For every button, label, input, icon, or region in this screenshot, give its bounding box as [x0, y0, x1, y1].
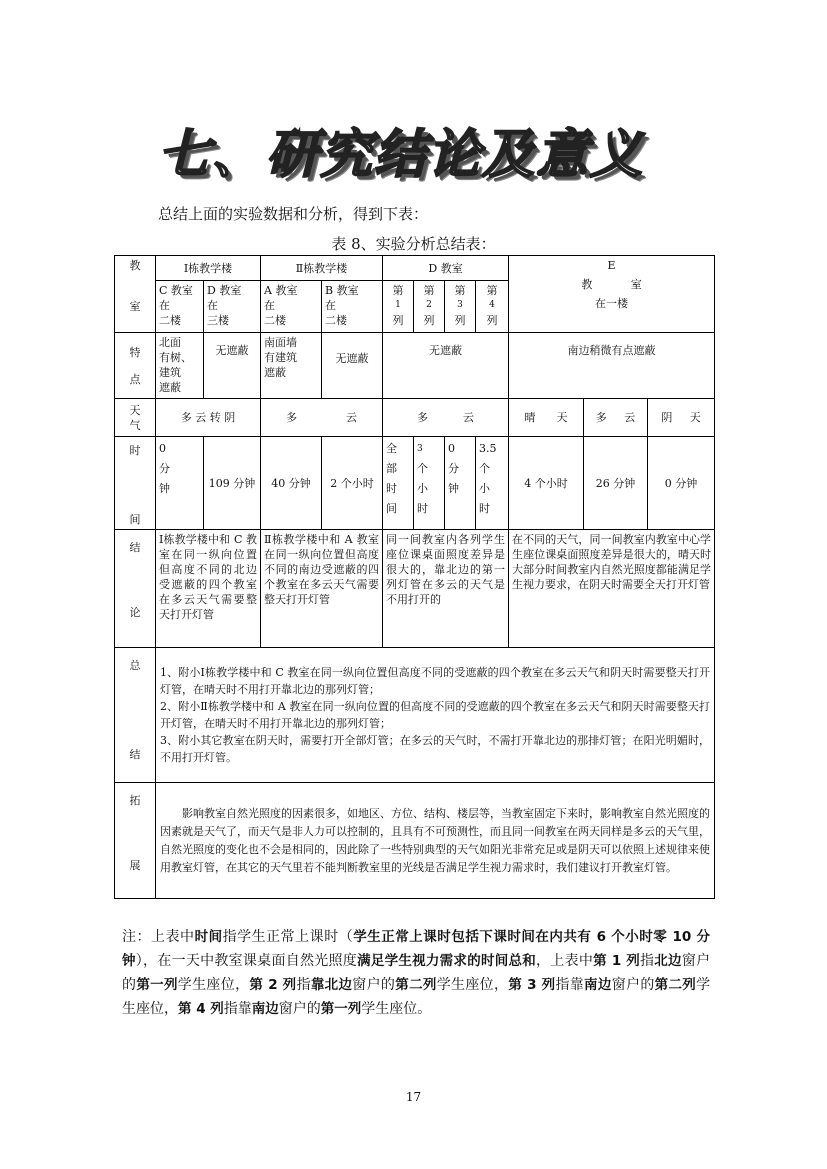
group-classroom-d: D 教室 — [383, 256, 509, 281]
group-building-1: Ⅰ栋教学楼 — [156, 256, 261, 281]
intro-text: 总结上面的实验数据和分析，得到下表： — [158, 205, 429, 223]
row-header-extension: 拓 展 — [115, 783, 156, 899]
time-column-4: 3.5 个 小 时 — [476, 437, 509, 530]
summary-text: 1、附小Ⅰ栋教学楼中和 C 教室在同一纵向位置但高度不同的受遮蔽的四个教室在多云天气和阴天时需要整天打开灯管，在晴天时不用打开靠北边的那列灯管； 2、附小Ⅱ栋教学楼中和 A 教室在同一纵向位置的但高度不同的受遮蔽的四个教室在多云天气和阴天时需要整天打开灯管，在晴天时不用打开靠北边的那列灯管； 3、附小其它教室在阴天时，需要打开全部灯管；在多云的天气时，不需打开靠北边的那排灯管；在阳光明媚时，不用打开灯管。 — [156, 648, 715, 783]
weather-sunny: 晴 天 — [509, 399, 584, 437]
time-column-1: 全 部 时 间 — [383, 437, 414, 530]
feature-d-room: 无遮蔽 — [383, 333, 509, 399]
feature-b: 无遮蔽 — [322, 333, 383, 399]
row-header-conclusion: 结 论 — [115, 530, 156, 648]
time-overcast: 0 分钟 — [648, 437, 715, 530]
row-header-feature: 特 点 — [115, 333, 156, 399]
extension-text: 影响教室自然光照度的因素很多，如地区、方位、结构、楼层等，当教室固定下来时，影响教室自然光照度的因素就是天气了，而天气是非人力可以控制的，且具有不可预测性，而且同一间教室在两天同样是多云的天气里，自然光照度的变化也不会是相同的，因此除了一些特别典型的天气如阳光非常充足或是阴天可以依照上述规律来使用教室灯管，在其它的天气里若不能判断教室里的光线是否满足学生视力需求时，我们建议打开教室灯管。 — [156, 783, 715, 899]
page-number: 17 — [405, 1090, 422, 1104]
table-row — [115, 648, 715, 783]
room-b: B 教室 在 二楼 — [322, 281, 383, 333]
section-heading: 七、研究结论及意义 — [158, 125, 645, 185]
time-sunny: 4 个小时 — [509, 437, 584, 530]
time-column-3: 0 分 钟 — [445, 437, 476, 530]
group-classroom-e: E 教 室 在一楼 — [509, 256, 715, 333]
room-a: A 教室 在 二楼 — [261, 281, 322, 333]
conclusion-building-1: Ⅰ栋教学楼中和 C 教室在同一纵向位置但高度不同的北边受遮蔽的四个教室在多云天气需要整天打开灯管 — [156, 530, 261, 648]
table-row — [115, 530, 715, 648]
weather-classroom-d: 多 云 — [383, 399, 509, 437]
conclusion-classroom-e: 在不同的天气，同一间教室内教室中心学生座位课桌面照度差异是很大的，晴天时大部分时间教室内自然光照度都能满足学生视力要求，在阴天时需要全天打开灯管 — [509, 530, 715, 648]
column-3: 第 3 列 — [445, 281, 476, 333]
feature-d: 无遮蔽 — [204, 333, 261, 399]
table-row — [115, 399, 715, 437]
feature-e-room: 南边稍微有点遮蔽 — [509, 333, 715, 399]
feature-c: 北面 有树、 建筑 遮蔽 — [156, 333, 204, 399]
room-c: C 教室 在 二楼 — [156, 281, 204, 333]
conclusion-building-2: Ⅱ栋教学楼中和 A 教室在同一纵向位置但高度不同的南边受遮蔽的四个教室在多云天气需要整天打开灯管 — [261, 530, 383, 648]
table-row — [115, 256, 715, 281]
table-caption: 表 8、实验分析总结表： — [331, 235, 496, 253]
weather-building-2: 多 云 — [261, 399, 383, 437]
conclusion-classroom-d: 同一间教室内各列学生座位课桌面照度差异是很大的，靠北边的第一列灯管在多云的天气是不用打开的 — [383, 530, 509, 648]
weather-overcast: 阴 天 — [648, 399, 715, 437]
weather-building-1: 多 云 转 阴 — [156, 399, 261, 437]
time-column-2: 3 个 小 时 — [414, 437, 445, 530]
column-1: 第 1 列 — [383, 281, 414, 333]
row-header-summary: 总 结 — [115, 648, 156, 783]
table-row — [115, 333, 715, 399]
summary-table — [114, 255, 715, 899]
table-row — [115, 783, 715, 899]
table-row — [115, 437, 715, 530]
table-note: 注：上表中时间指学生正常上课时（学生正常上课时包括下课时间在内共有 6 个小时零 10 分钟），在一天中教室课桌面自然光照度满足学生视力需求的时间总和，上表中第 1 列指北边窗户的第一列学生座位，第 2 列指靠北边窗户的第二列学生座位，第 3 列指靠南边窗户的第二列学生座位，第 4 列指靠南边窗户的第一列学生座位。 — [122, 929, 711, 1017]
column-4: 第 4 列 — [476, 281, 509, 333]
row-header-time: 时 间 — [115, 437, 156, 530]
time-room-a: 40 分钟 — [261, 437, 322, 530]
time-room-c: 0 分 钟 — [156, 437, 204, 530]
time-cloudy: 26 分钟 — [584, 437, 648, 530]
time-room-b: 2 个小时 — [322, 437, 383, 530]
time-room-d: 109 分钟 — [204, 437, 261, 530]
weather-cloudy: 多 云 — [584, 399, 648, 437]
feature-a: 南面墙 有建筑 遮蔽 — [261, 333, 322, 399]
room-d: D 教室 在 三楼 — [204, 281, 261, 333]
row-header-classroom: 教 室 — [115, 256, 156, 333]
row-header-weather: 天 气 — [115, 399, 156, 437]
column-2: 第 2 列 — [414, 281, 445, 333]
group-building-2: Ⅱ栋教学楼 — [261, 256, 383, 281]
